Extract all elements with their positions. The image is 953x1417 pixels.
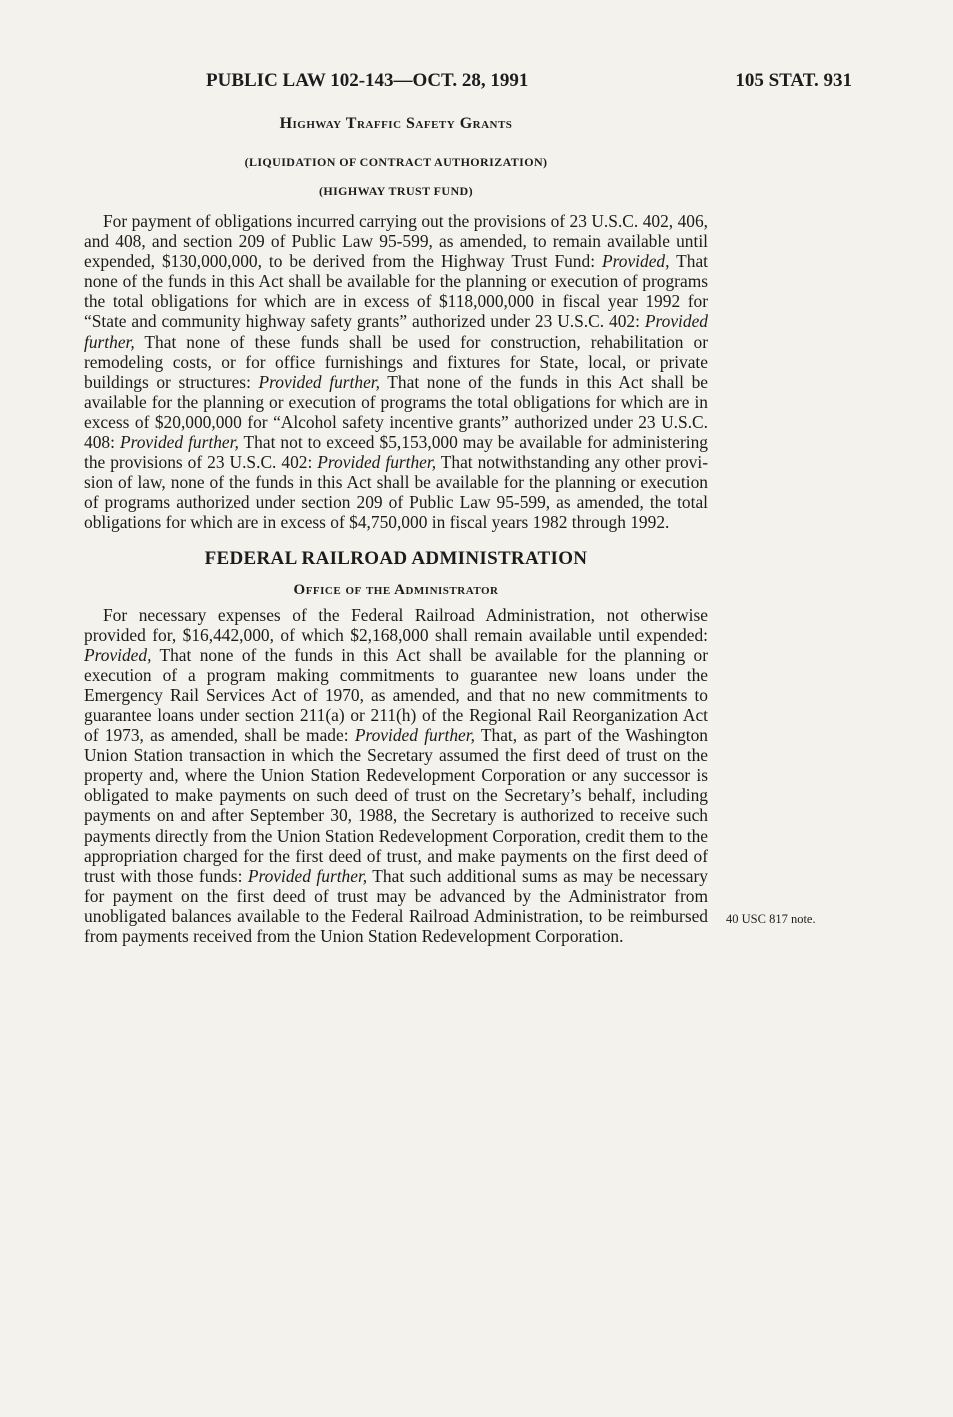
subheading-highway-trust-fund: (HIGHWAY TRUST FUND)	[318, 184, 474, 198]
main-column	[84, 115, 708, 946]
page-title: PUBLIC LAW 102-143—OCT. 28, 1991	[206, 70, 529, 91]
paragraph-highway-safety: For payment of obligations incurred carrying out the provisions of 23 U.S.C. 402, 406, and 408, and section 209 of Public Law 95-599, as amended, to remain available until expended, $130,000,000, to be derived from the Highway Trust Fund: Provided, That none of the funds in this Act shall be available for the planning or execution of programs the total obligations for which are in excess of $118,000,000 in fiscal year 1992 for “State and community highway safety grants” authorized under 23 U.S.C. 402: Provided further, That none of these funds shall be used for construction, rehabilitation or remodeling costs, or for office furnishings and fixtures for State, local, or private buildings or structures: Provided further, That none of the funds in this Act shall be available for the planning or execution of programs the total obligations for which are in excess of $20,000,000 for “Alcohol safety incentive grants” authorized under 23 U.S.C. 408: Provided further, That not to exceed $5,153,000 may be available for administering the provisions of 23 U.S.C. 402: Provided further, That notwithstanding any other provision of law, none of the funds in this Act shall be available for the planning or execution of programs authorized under section 209 of Public Law 95-599, as amended, the total obligations for which are in excess of $4,750,000 in fiscal years 1982 through 1992.	[84, 211, 709, 533]
running-head	[84, 70, 852, 100]
subheading-office-of-the-administrator: Office of the Administrator	[293, 581, 499, 598]
paragraph-railroad-administration: For necessary expenses of the Federal Railroad Administration, not otherwise provided for, $16,442,000, of which $2,168,000 shall remain available until expended: Provided, That none of the funds in this Act shall be available for the planning or execution of a program making commitments to guarantee new loans under the Emergency Rail Services Act of 1970, as amended, and that no new commitments to guarantee loans under section 211(a) or 211(h) of the Regional Rail Reorganization Act of 1973, as amended, shall be made: Provided further, That, as part of the Washington Union Station transaction in which the Secretary assumed the first deed of trust on the property and, where the Union Station Redevelopment Corporation or any successor is obligated to make payments on such deed of trust on the Secretary’s behalf, including payments on and after September 30, 1988, the Secretary is authorized to receive such payments directly from the Union Station Redevelopment Corporation, credit them to the appropriation charged for the first deed of trust, and make payments on the first deed of trust with those funds: Provided further, That such additional sums as may be necessary for payment on the first deed of trust may be advanced by the Administrator from unobligated balances available to the Federal Railroad Administration, to be reimbursed from payments received from the Union Station Redevelopment Corporation.	[84, 604, 708, 946]
section-heading-federal-railroad-administration: FEDERAL RAILROAD ADMINISTRATION	[204, 547, 588, 569]
subheading-liquidation: (LIQUIDATION OF CONTRACT AUTHORIZATION)	[244, 155, 548, 169]
margin-note: 40 USC 817 note.	[726, 912, 816, 926]
stat-page-number: 105 STAT. 931	[735, 70, 852, 91]
section-heading-highway-traffic-safety-grants: Highway Traffic Safety Grants	[279, 115, 513, 132]
